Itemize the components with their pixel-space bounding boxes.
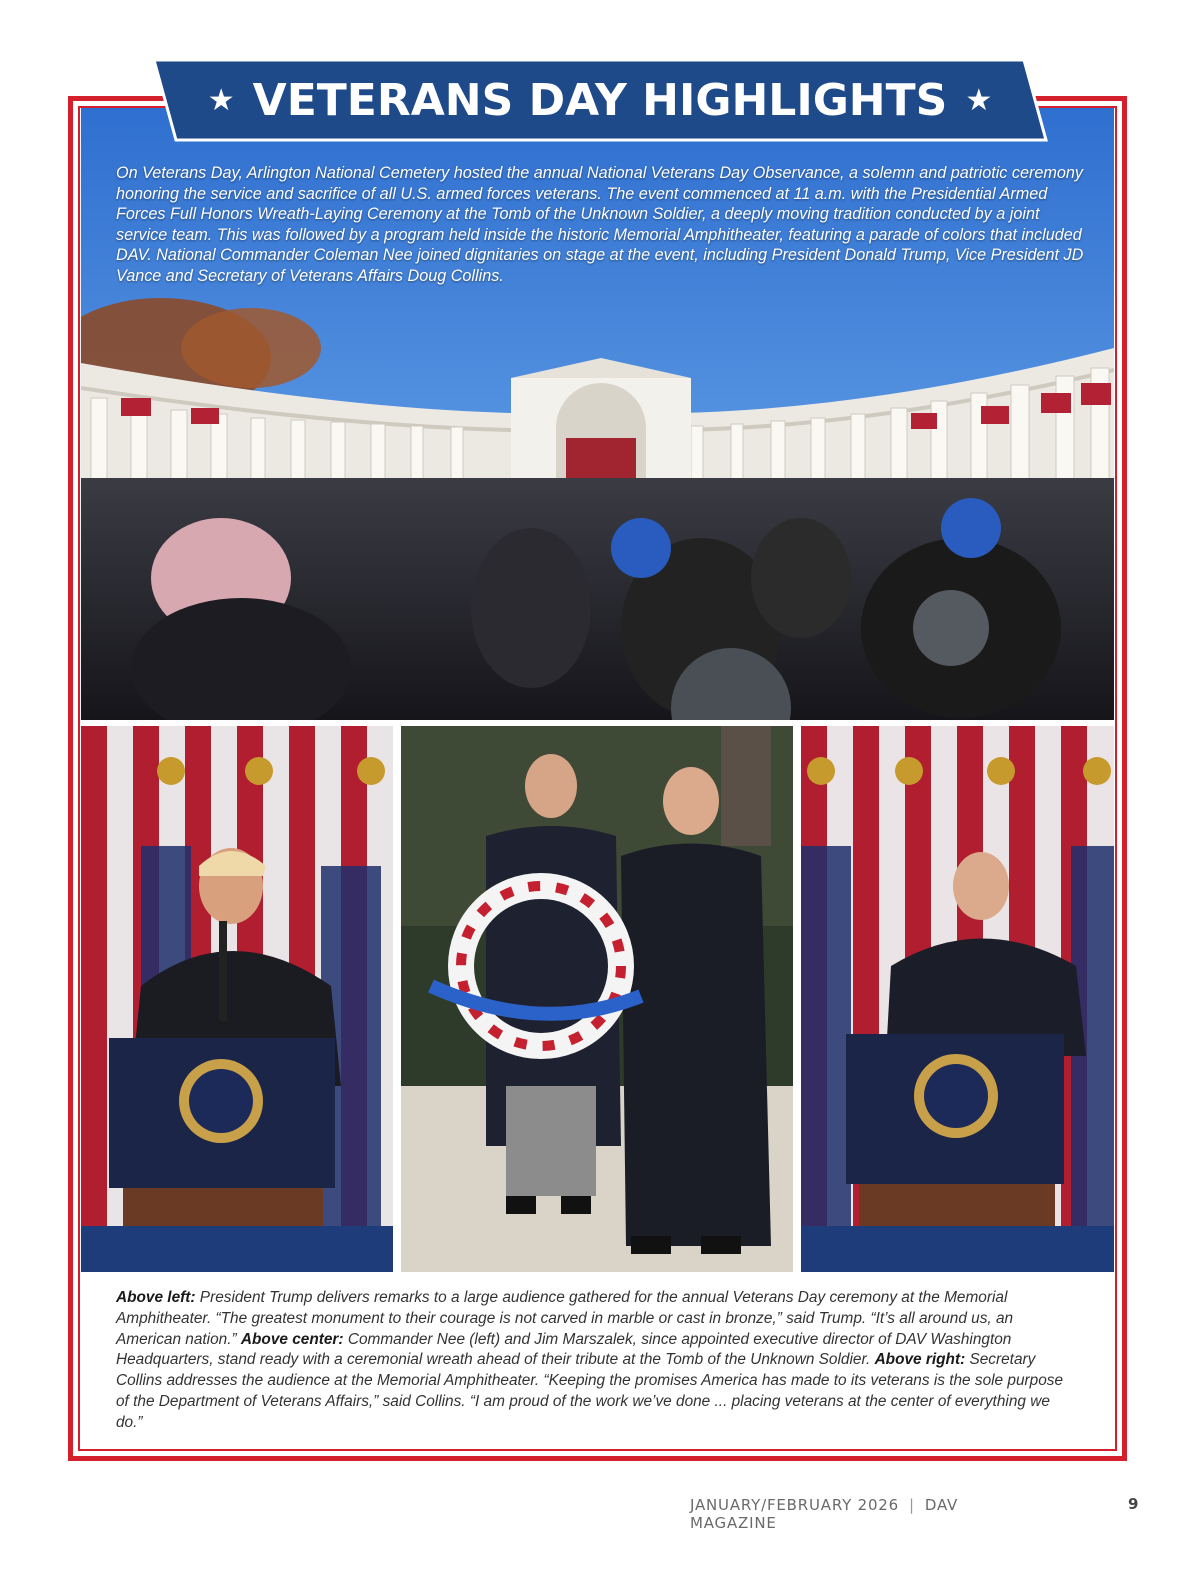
secretary-podium-photo xyxy=(801,726,1114,1272)
caption-right-text: Secretary Collins addresses the audience at the Memorial Amphitheater. “Keeping the promises America has made to its veterans is the sole purpose of the Department of Veterans Affairs,” said Collins. “I am proud of the work we’ve done ... placing veterans at the center of everything we do.” xyxy=(116,1351,1064,1431)
star-icon: ★ xyxy=(965,82,993,118)
caption-left-label: Above left: xyxy=(116,1289,196,1306)
wreath-ceremony-photo xyxy=(401,726,793,1272)
footer-issue: JANUARY/FEBRUARY 2026 xyxy=(690,1496,899,1514)
page-number: 9 xyxy=(1128,1495,1139,1513)
page-footer xyxy=(690,1496,1042,1532)
title-banner xyxy=(150,58,1050,142)
footer-separator: | xyxy=(909,1496,915,1514)
intro-paragraph: On Veterans Day, Arlington National Cemetery hosted the annual National Veterans Day Observance, a solemn and patriotic ceremony honoring the service and sacrifice of all U.S. armed forces veterans. The event commenced at 11 a.m. with the Presidential Armed Forces Full Honors Wreath-Laying Ceremony at the Tomb of the Unknown Soldier, a deeply moving tradition conducted by a joint service team. This was followed by a program held inside the historic Memorial Amphitheater, featuring a parade of colors that included DAV. National Commander Coleman Nee joined dignitaries on stage at the event, including President Donald Trump, Vice President JD Vance and Secretary of Veterans Affairs Doug Collins. xyxy=(116,164,1084,285)
caption-right-label: Above right: xyxy=(874,1351,966,1369)
footer-publication: DAV MAGAZINE xyxy=(690,1496,959,1532)
star-icon: ★ xyxy=(207,82,235,118)
page-title: VETERANS DAY HIGHLIGHTS xyxy=(252,74,948,126)
caption-center-text: Commander Nee (left) and Jim Marszalek, since appointed executive director of DAV Washington Headquarters, stand ready with a ceremonial wreath ahead of their tribute at the Tomb of the Unknown Soldier. xyxy=(116,1330,1012,1369)
caption-center-label: Above center: xyxy=(240,1330,344,1348)
president-podium-photo xyxy=(81,726,393,1272)
photo-caption xyxy=(116,1288,1076,1434)
caption-left-text: President Trump delivers remarks to a large audience gathered for the annual Veterans Day ceremony at the Memorial Amphitheater. “The greatest monument to their courage is not carved in marble or cast in bronze,” said Trump. “It’s all around us, an American nation.” xyxy=(116,1289,1014,1348)
